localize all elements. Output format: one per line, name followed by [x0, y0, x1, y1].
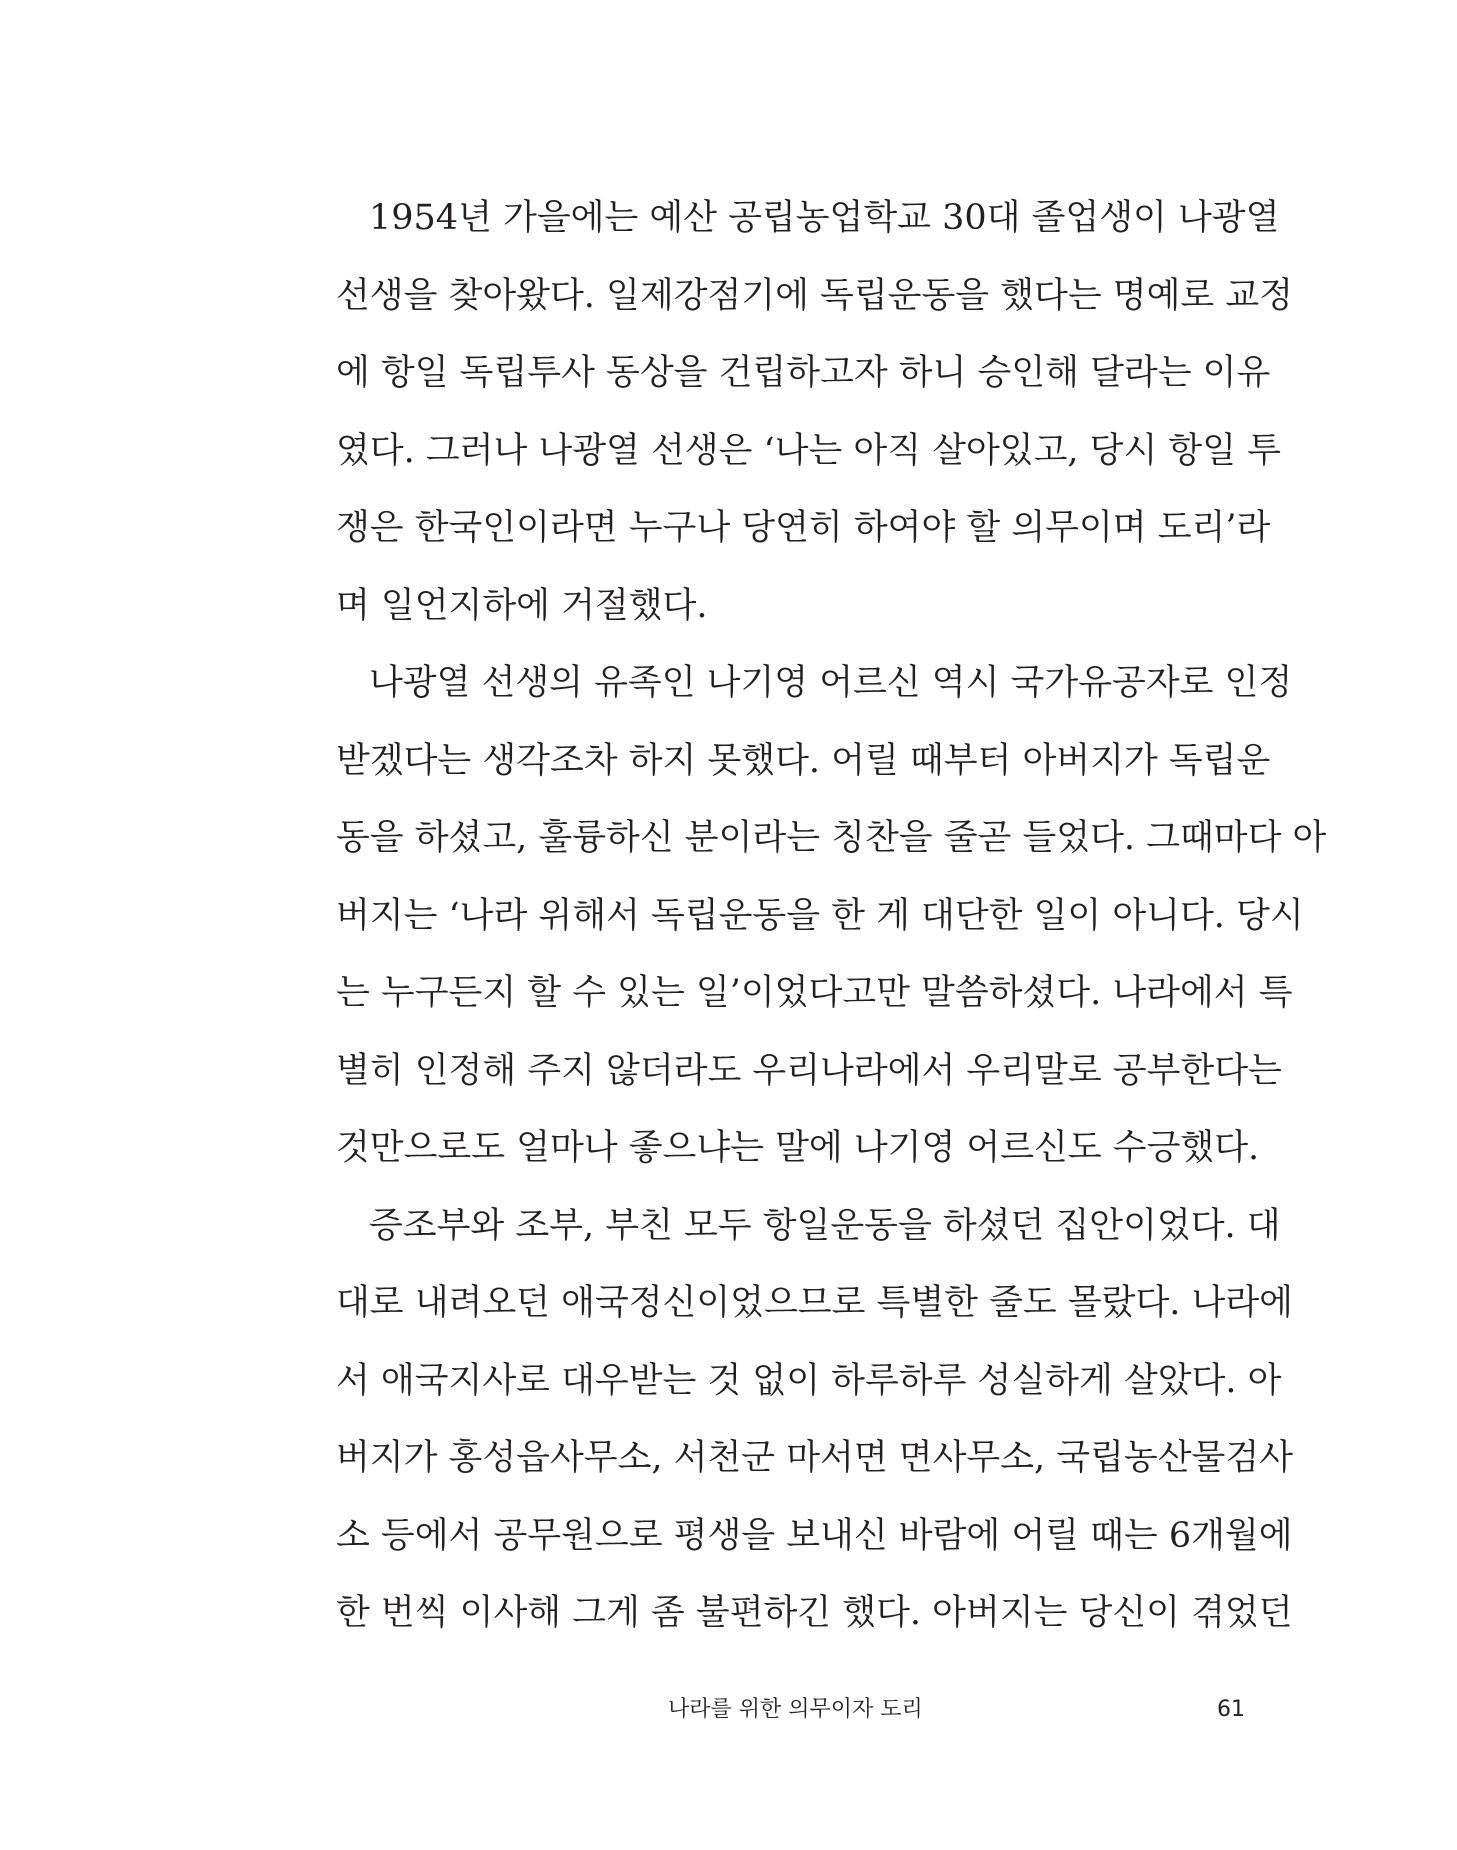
page-number: 61 [1217, 1697, 1245, 1722]
paragraph-2-line-1: 나광열 선생의 유족인 나기영 어르신 역시 국가유공자로 인정 [369, 663, 1293, 703]
paragraph-1-line-1: 1954년 가을에는 예산 공립농업학교 30대 졸업생이 나광열 [369, 198, 1280, 238]
paragraph-3-line-1: 증조부와 조부, 부친 모두 항일운동을 하셨던 집안이었다. 대 [369, 1205, 1281, 1246]
paragraph-1-line-4: 였다. 그러나 나광열 선생은 ‘나는 아직 살아있고, 당시 항일 투 [336, 430, 1281, 471]
paragraph-1-line-5: 쟁은 한국인이라면 누구나 당연히 하여야 할 의무이며 도리’라 [336, 508, 1271, 548]
paragraph-2-line-6: 별히 인정해 주지 않더라도 우리나라에서 우리말로 공부한다는 [336, 1050, 1282, 1091]
body-text [336, 180, 1327, 1653]
paragraph-3-line-3: 서 애국지사로 대우받는 것 없이 하루하루 성실하게 살았다. 아 [336, 1360, 1282, 1401]
paragraph-2-line-4: 버지는 ‘나라 위해서 독립운동을 한 게 대단한 일이 아니다. 당시 [336, 895, 1304, 936]
paragraph-2-line-7: 것만으로도 얼마나 좋으냐는 말에 나기영 어르신도 수긍했다. [336, 1128, 1260, 1168]
paragraph-2-line-3: 동을 하셨고, 훌륭하신 분이라는 칭찬을 줄곧 들었다. 그때마다 아 [336, 818, 1327, 858]
running-title: 나라를 위한 의무이자 도리 [668, 1697, 923, 1722]
paragraph-3-line-2: 대로 내려오던 애국정신이었으므로 특별한 줄도 몰랐다. 나라에 [336, 1283, 1293, 1323]
paragraph-1-line-3: 에 항일 독립투사 동상을 건립하고자 하니 승인해 달라는 이유 [336, 353, 1271, 393]
paragraph-1-line-6: 며 일언지하에 거절했다. [336, 585, 708, 626]
paragraph-3-line-6: 한 번씩 이사해 그게 좀 불편하긴 했다. 아버지는 당신이 겪었던 [336, 1593, 1293, 1633]
paragraph-1-line-2: 선생을 찾아왔다. 일제강점기에 독립운동을 했다는 명예로 교정 [336, 275, 1293, 316]
page-footer [0, 1690, 1457, 1730]
paragraph-2-line-5: 는 누구든지 할 수 있는 일’이었다고만 말씀하셨다. 나라에서 특 [336, 973, 1293, 1013]
paragraph-2-line-2: 받겠다는 생각조차 하지 못했다. 어릴 때부터 아버지가 독립운 [336, 740, 1271, 781]
paragraph-3-line-5: 소 등에서 공무원으로 평생을 보내신 바람에 어릴 때는 6개월에 [336, 1515, 1293, 1556]
paragraph-3-line-4: 버지가 홍성읍사무소, 서천군 마서면 면사무소, 국립농산물검사 [336, 1438, 1293, 1478]
